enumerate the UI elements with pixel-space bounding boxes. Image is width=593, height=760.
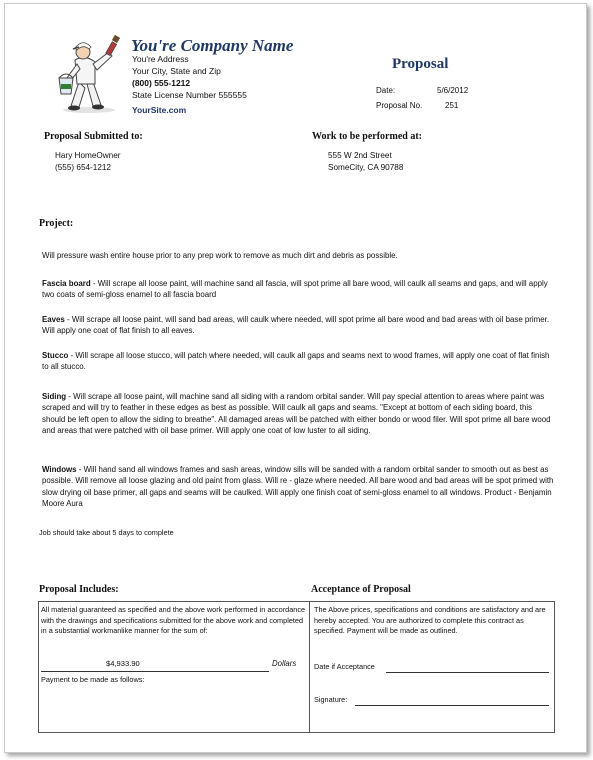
proposal-title: Proposal [392, 56, 449, 72]
signature-label: Signature: [314, 695, 348, 704]
company-phone: (800) 555-1212 [132, 78, 191, 88]
amount-line [41, 671, 269, 672]
item-label: Stucco [42, 351, 69, 360]
company-license: State License Number 555555 [132, 90, 247, 100]
company-website: YourSite.com [132, 105, 187, 115]
project-duration: Job should take about 5 days to complete [39, 528, 174, 537]
proposal-number-label: Proposal No. [376, 101, 423, 110]
proposal-number-value: 251 [445, 101, 459, 110]
amount-unit: Dollars [272, 659, 297, 668]
item-text: - Will scrape all loose paint, will machine sand all siding with a random orbital sander. Will pay special attention to areas where paint was scraped and will try to feather in these edges as best as possible. Will caulk all gaps and seams. "Except at bottom of each siding board, this should be left open to allow the siding to breathe". All damaged areas will be patched with either bondo or wood filer. Will spot prime all bare wood and areas that were patched with oil base primer. Will apply one coat of low luster to all siding. [42, 392, 551, 435]
item-text: - Will scrape all loose paint, will sand bad areas, will caulk where needed, will spot prime all bare wood and bad areas with oil base primer. Will apply one coat of flat finish to all eaves. [42, 315, 550, 336]
terms-divider [309, 602, 310, 732]
acceptance-heading: Acceptance of Proposal [311, 584, 411, 595]
item-text: - Will scrape all loose stucco, will patch where needed, will caulk all gaps and seams next to wood frames, will apply one coat of flat finish to all stucco. [42, 351, 550, 372]
includes-heading: Proposal Includes: [39, 584, 119, 595]
company-city-state-zip: Your City, State and Zip [132, 66, 221, 76]
acceptance-date-line[interactable] [386, 672, 549, 673]
includes-text: All material guaranteed as specified and the above work performed in accordance with the drawings and specifications submitted for the above work and completed in a substantial workmanlike manner for the sum of: [41, 605, 306, 636]
acceptance-text: The Above prices, specifications and conditions are satisfactory and are hereby accepted. You are authorized to complete this contract as specified. Payment will be made as outlined. [314, 605, 546, 636]
project-intro: Will pressure wash entire house prior to any prep work to remove as much dirt and debris as possible. [42, 251, 398, 260]
submitted-to-heading: Proposal Submitted to: [44, 131, 143, 142]
client-name: Hary HomeOwner [55, 151, 121, 160]
work-street: 555 W 2nd Street [328, 151, 392, 160]
work-city: SomeCity, CA 90788 [328, 163, 404, 172]
project-item-fascia [42, 278, 554, 301]
item-label: Siding [42, 392, 67, 401]
project-heading: Project: [39, 218, 74, 229]
amount-value: $4,933.90 [106, 659, 140, 668]
work-location-heading: Work to be performed at: [312, 131, 422, 142]
date-label: Date: [376, 86, 396, 95]
item-text: - Will hand sand all windows frames and sash areas, window sills will be sanded with a random orbital sander to smooth out as best as possible. Will remove all loose glazing and old paint from glass. Will re - glaze where needed. All bare wood and bad areas will be spot primed with slow drying oil base primer, all gaps and seams will be caulked. Will apply one finish coat of semi-gloss enamel to all windows. Product - Benjamin Moore Aura [42, 465, 554, 508]
project-item-stucco [42, 350, 554, 373]
client-phone: (555) 654-1212 [55, 163, 111, 172]
payment-label: Payment to be made as follows: [41, 675, 145, 684]
item-label: Eaves [42, 315, 65, 324]
project-item-eaves [42, 314, 554, 337]
signature-line[interactable] [355, 705, 549, 706]
project-item-windows [42, 464, 554, 509]
item-text: - Will scrape all loose paint, will machine sand all fascia, will spot prime all bare wood, will caulk all seams and gaps, and will apply two coats of semi-gloss enamel to all fascia board [42, 279, 548, 300]
date-value: 5/6/2012 [437, 86, 469, 95]
painter-logo-icon [49, 34, 127, 114]
company-address: You're Address [132, 54, 189, 64]
document-page [4, 3, 587, 753]
terms-box [38, 601, 555, 733]
item-label: Windows [42, 465, 77, 474]
project-item-siding [42, 391, 554, 436]
item-label: Fascia board [42, 279, 91, 288]
acceptance-date-label: Date if Acceptance [314, 662, 375, 671]
company-name: You're Company Name [131, 36, 294, 55]
